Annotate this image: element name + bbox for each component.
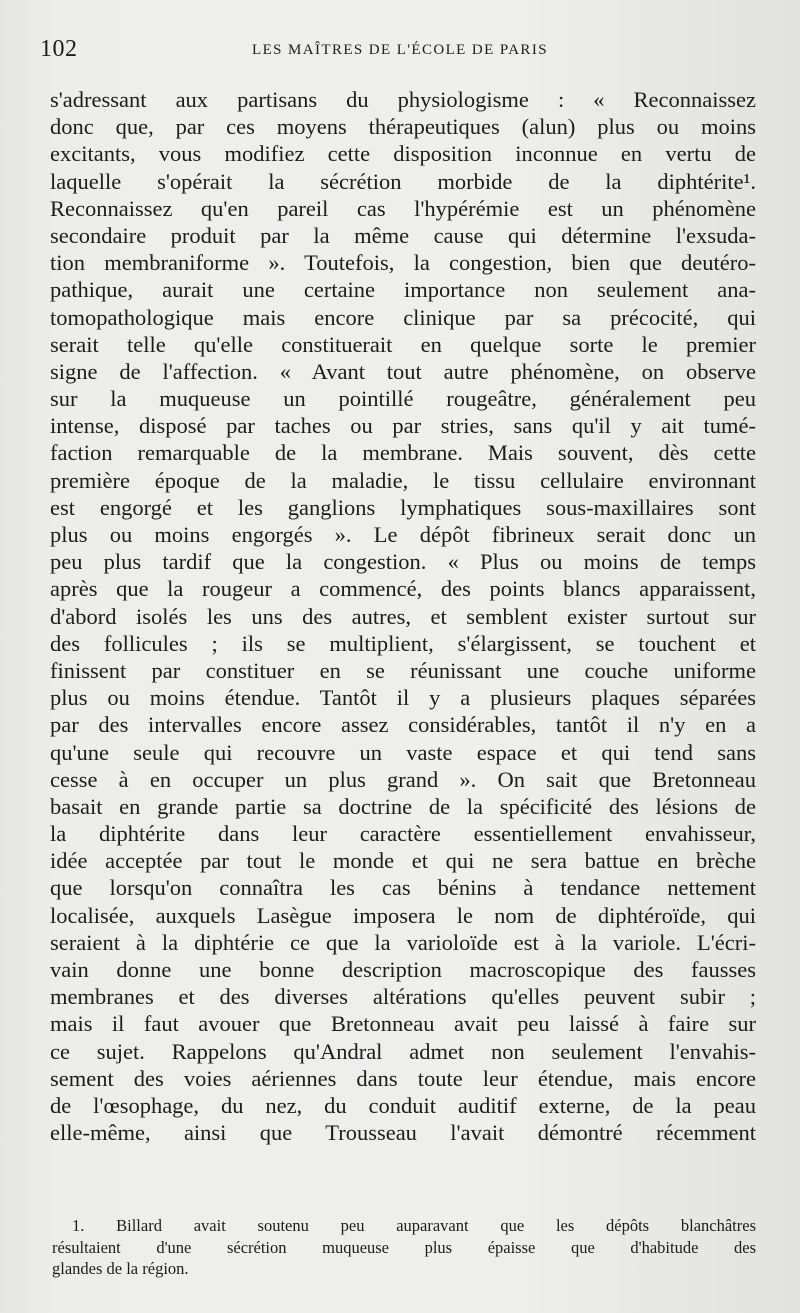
text-line: qu'une seule qui recouvre un vaste espace et qui tend sans [50,739,756,765]
footnote-line: glandes de la région. [52,1259,189,1278]
text-line: donc que, par ces moyens thérapeutiques (alun) plus ou moins [50,114,756,140]
text-line: première époque de la maladie, le tissu cellulaire environnant [50,467,756,493]
text-line: idée acceptée par tout le monde et qui ne sera battue en brèche [50,848,756,874]
text-line: sement des voies aériennes dans toute leur étendue, mais encore [50,1065,756,1091]
text-line: faction remarquable de la membrane. Mais souvent, dès cette [50,440,756,466]
text-line: que lorsqu'on connaîtra les cas bénins à tendance nettement [50,875,756,901]
text-line: s'adressant aux partisans du physiologisme : « Reconnaissez [50,87,756,112]
text-line: par des intervalles encore assez considérables, tantôt il n'y en a [50,712,756,738]
text-line: localisée, auxquels Lasègue imposera le nom de diphtéroïde, qui [50,902,756,928]
text-line: membranes et des diverses altérations qu'elles peuvent subir ; [50,984,756,1010]
text-line: signe de l'affection. « Avant tout autre phénomène, on observe [50,358,756,384]
text-line: basait en grande partie sa doctrine de la spécificité des lésions de [50,793,756,819]
text-line: ce sujet. Rappelons qu'Andral admet non seulement l'envahis- [50,1038,756,1064]
body-text [50,86,756,1146]
text-line: intense, disposé par taches ou par stries, sans qu'il y ait tumé- [50,413,756,439]
text-line: après que la rougeur a commencé, des points blancs apparaissent, [50,576,756,602]
text-line: la diphtérite dans leur caractère essentiellement envahisseur, [50,821,756,847]
text-line: Reconnaissez qu'en pareil cas l'hypérémie est un phénomène [50,195,756,221]
text-line: plus ou moins engorgés ». Le dépôt fibrineux serait donc un [50,522,756,547]
text-line: tion membraniforme ». Toutefois, la congestion, bien que deutéro- [50,250,756,276]
text-line: est engorgé et les ganglions lymphatiques sous-maxillaires sont [50,494,756,520]
text-line: finissent par constituer en se réunissant une couche uniforme [50,657,756,683]
page-header [40,36,760,66]
text-line: des follicules ; ils se multiplient, s'élargissent, se touchent et [50,630,756,656]
text-line: de l'œsophage, du nez, du conduit auditif externe, de la peau [50,1092,756,1118]
footnote [52,1215,756,1280]
text-line: sur la muqueuse un pointillé rougeâtre, généralement peu [50,386,756,412]
text-line: tomopathologique mais encore clinique par sa précocité, qui [50,304,756,330]
running-title: LES MAÎTRES DE L'ÉCOLE DE PARIS [252,42,548,58]
text-line: excitants, vous modifiez cette disposition inconnue en vertu de [50,141,756,167]
text-line: mais il faut avouer que Bretonneau avait peu laissé à faire sur [50,1011,756,1037]
footnote-line: résultaient d'une sécrétion muqueuse plus épaisse que d'habitude des [52,1237,756,1257]
text-line: laquelle s'opérait la sécrétion morbide de la diphtérite¹. [50,168,756,194]
text-line: plus ou moins étendue. Tantôt il y a plusieurs plaques séparées [50,685,756,711]
text-line: elle-même, ainsi que Trousseau l'avait démontré récemment [50,1120,756,1146]
footnote-line: 1. Billard avait soutenu peu auparavant que les dépôts blanchâtres [72,1216,756,1235]
text-line: seraient à la diphtérie ce que la varioloïde est à la variole. L'écri- [50,929,756,955]
text-line: d'abord isolés les uns des autres, et semblent exister surtout sur [50,603,756,629]
text-line: peu plus tardif que la congestion. « Plus ou moins de temps [50,549,756,575]
text-line: secondaire produit par la même cause qui détermine l'exsuda- [50,222,756,248]
page-number: 102 [40,36,78,62]
text-line: vain donne une bonne description macroscopique des fausses [50,957,756,982]
text-line: pathique, aurait une certaine importance non seulement ana- [50,277,756,303]
text-line: serait telle qu'elle constituerait en quelque sorte le premier [50,331,756,357]
text-line: cesse à en occuper un plus grand ». On sait que Bretonneau [50,766,756,792]
